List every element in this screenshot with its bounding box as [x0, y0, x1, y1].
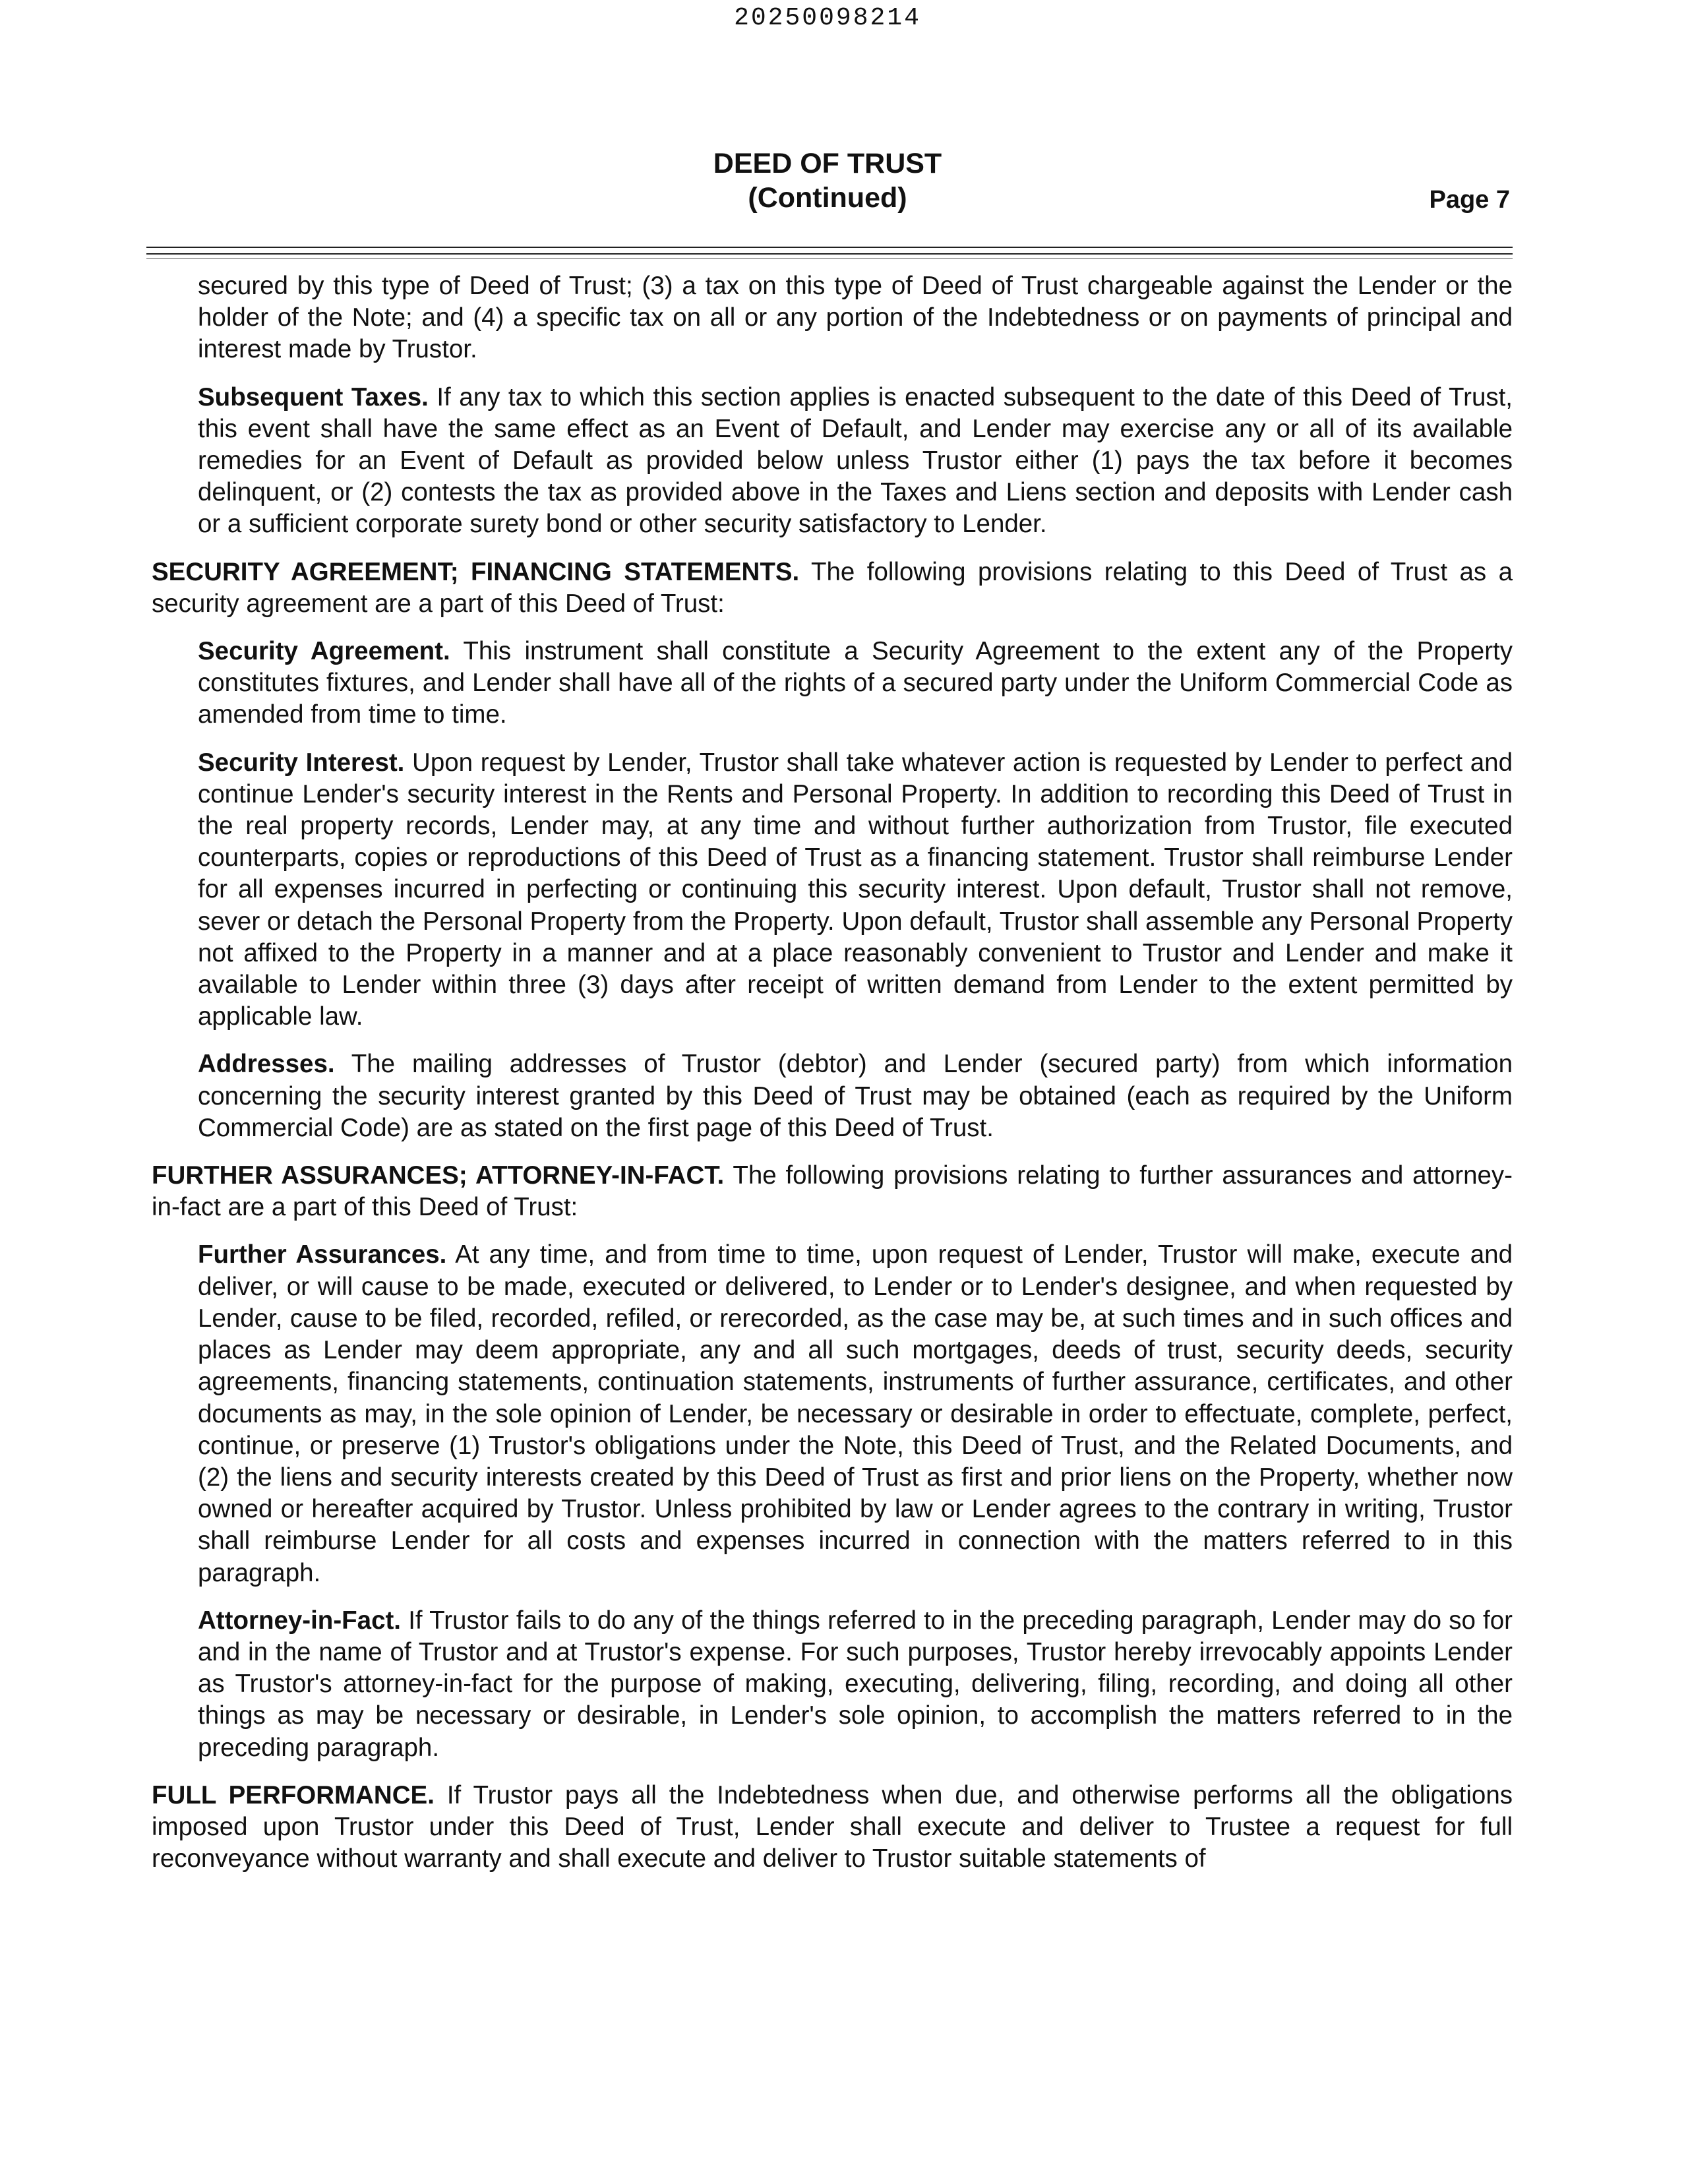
paragraph-text: At any time, and from time to time, upon request of Lender, Trustor will make, execute and deliver, or will cause to be made, executed or delivered, to Lender or to Lender's designee, and when requested by Lender, cause to be filed, recorded, refiled, or rerecorded, as the case may be, at such times and in such offices and places as Lender may deem appropriate, any and all such mortgages, deeds of trust, security deeds, security agreements, financing statements, continuation statements, instruments of further assurance, certificates, and other documents as may, in the sole opinion of Lender, be necessary or desirable in order to effectuate, complete, perfect, continue, or preserve (1) Trustor's obligations under the Note, this Deed of Trust, and the Related Documents, and (2) the liens and security interests created by this Deed of Trust as first and prior liens on the Property, whether now owned or hereafter acquired by Trustor. Unless prohibited by law or Lender agrees to the contrary in writing, Trustor shall reimburse Lender for all costs and expenses incurred in connection with the matters referred to in this paragraph.: [198, 1240, 1513, 1587]
paragraph-security-agreement: [198, 636, 1513, 731]
section-heading: FULL PERFORMANCE.: [152, 1780, 435, 1809]
paragraph-heading: Security Agreement.: [198, 637, 450, 666]
paragraph-text: If Trustor fails to do any of the things referred to in the preceding paragraph, Lender may do so for and in the name of Trustor and at Trustor's expense. For such purposes, Trustor hereby irrevocably appoints Lender as Trustor's attorney-in-fact for the purpose of making, executing, delivering, filing, recording, and doing all other things as may be necessary or desirable, in Lender's sole opinion, to accomplish the matters referred to in the preceding paragraph.: [198, 1606, 1513, 1762]
paragraph-text: If any tax to which this section applies is enacted subsequent to the date of this Deed of Trust, this event shall have the same effect as an Event of Default, and Lender may exercise any or all of its available remedies for an Event of Default as provided below unless Trustor either (1) pays the tax before it becomes delinquent, or (2) contests the tax as provided above in the Taxes and Liens section and deposits with Lender cash or a sufficient corporate surety bond or other security satisfactory to Lender.: [198, 382, 1513, 539]
paragraph-attorney-in-fact: [198, 1605, 1513, 1764]
paragraph-addresses: [198, 1048, 1513, 1144]
paragraph-text: The mailing addresses of Trustor (debtor) and Lender (secured party) from which information concerning the security interest granted by this Deed of Trust may be obtained (each as required by the Uniform Commercial Code) are as stated on the first page of this Deed of Trust.: [198, 1050, 1513, 1142]
paragraph-heading: Further Assurances.: [198, 1240, 447, 1269]
paragraph-subsequent-taxes: [198, 382, 1513, 541]
section-security-agreement: [152, 557, 1513, 620]
recording-number: 20250098214: [734, 4, 921, 32]
document-body: [152, 270, 1513, 1891]
document-title-block: [0, 146, 1655, 215]
paragraph-heading: Security Interest.: [198, 748, 405, 777]
section-heading: SECURITY AGREEMENT; FINANCING STATEMENTS.: [152, 557, 800, 586]
paragraph-text: secured by this type of Deed of Trust; (3) a tax on this type of Deed of Trust chargeable against the Lender or the holder of the Note; and (4) a specific tax on all or any portion of the Indebtedness or on payments of principal and interest made by Trustor.: [198, 272, 1513, 364]
paragraph-text: Upon request by Lender, Trustor shall take whatever action is requested by Lender to perfect and continue Lender's security interest in the Rents and Personal Property. In addition to recording this Deed of Trust in the real property records, Lender may, at any time and without further authorization from Trustor, file executed counterparts, copies or reproductions of this Deed of Trust as a financing statement. Trustor shall reimburse Lender for all expenses incurred in perfecting or continuing this security interest. Upon default, Trustor shall not remove, sever or detach the Personal Property from the Property. Upon default, Trustor shall assemble any Personal Property not affixed to the Property in a manner and at a place reasonably convenient to Trustor and Lender and make it available to Lender within three (3) days after receipt of written demand from Lender to the extent permitted by applicable law.: [198, 748, 1513, 1031]
paragraph-heading: Attorney-in-Fact.: [198, 1606, 401, 1635]
section-full-performance: [152, 1780, 1513, 1875]
header-rule: [146, 253, 1513, 255]
paragraph-heading: Subsequent Taxes.: [198, 382, 429, 411]
document-subtitle: (Continued): [748, 182, 907, 214]
paragraph-text: This instrument shall constitute a Security Agreement to the extent any of the Property constitutes fixtures, and Lender shall have all of the rights of a secured party under the Uniform Commercial Code as amended from time to time.: [198, 637, 1513, 729]
header-rule: [146, 258, 1513, 259]
section-further-assurances: [152, 1160, 1513, 1223]
paragraph-continued-taxes: [198, 270, 1513, 366]
paragraph-text: The following provisions relating to this Deed of Trust as a security agreement are a part of this Deed of Trust:: [152, 557, 1513, 618]
paragraph-heading: Addresses.: [198, 1050, 335, 1079]
paragraph-text: The following provisions relating to further assurances and attorney-in-fact are a part of this Deed of Trust:: [152, 1161, 1513, 1222]
paragraph-further-assurances: [198, 1239, 1513, 1589]
paragraph-security-interest: [198, 747, 1513, 1033]
page-number: Page 7: [1429, 186, 1510, 214]
paragraph-text: If Trustor pays all the Indebtedness when due, and otherwise performs all the obligations imposed upon Trustor under this Deed of Trust, Lender shall execute and deliver to Trustee a request for full reconveyance without warranty and shall execute and deliver to Trustor suitable statements of: [152, 1780, 1513, 1873]
header-rule: [146, 247, 1513, 248]
document-title: DEED OF TRUST: [713, 148, 942, 179]
section-heading: FURTHER ASSURANCES; ATTORNEY-IN-FACT.: [152, 1161, 725, 1190]
